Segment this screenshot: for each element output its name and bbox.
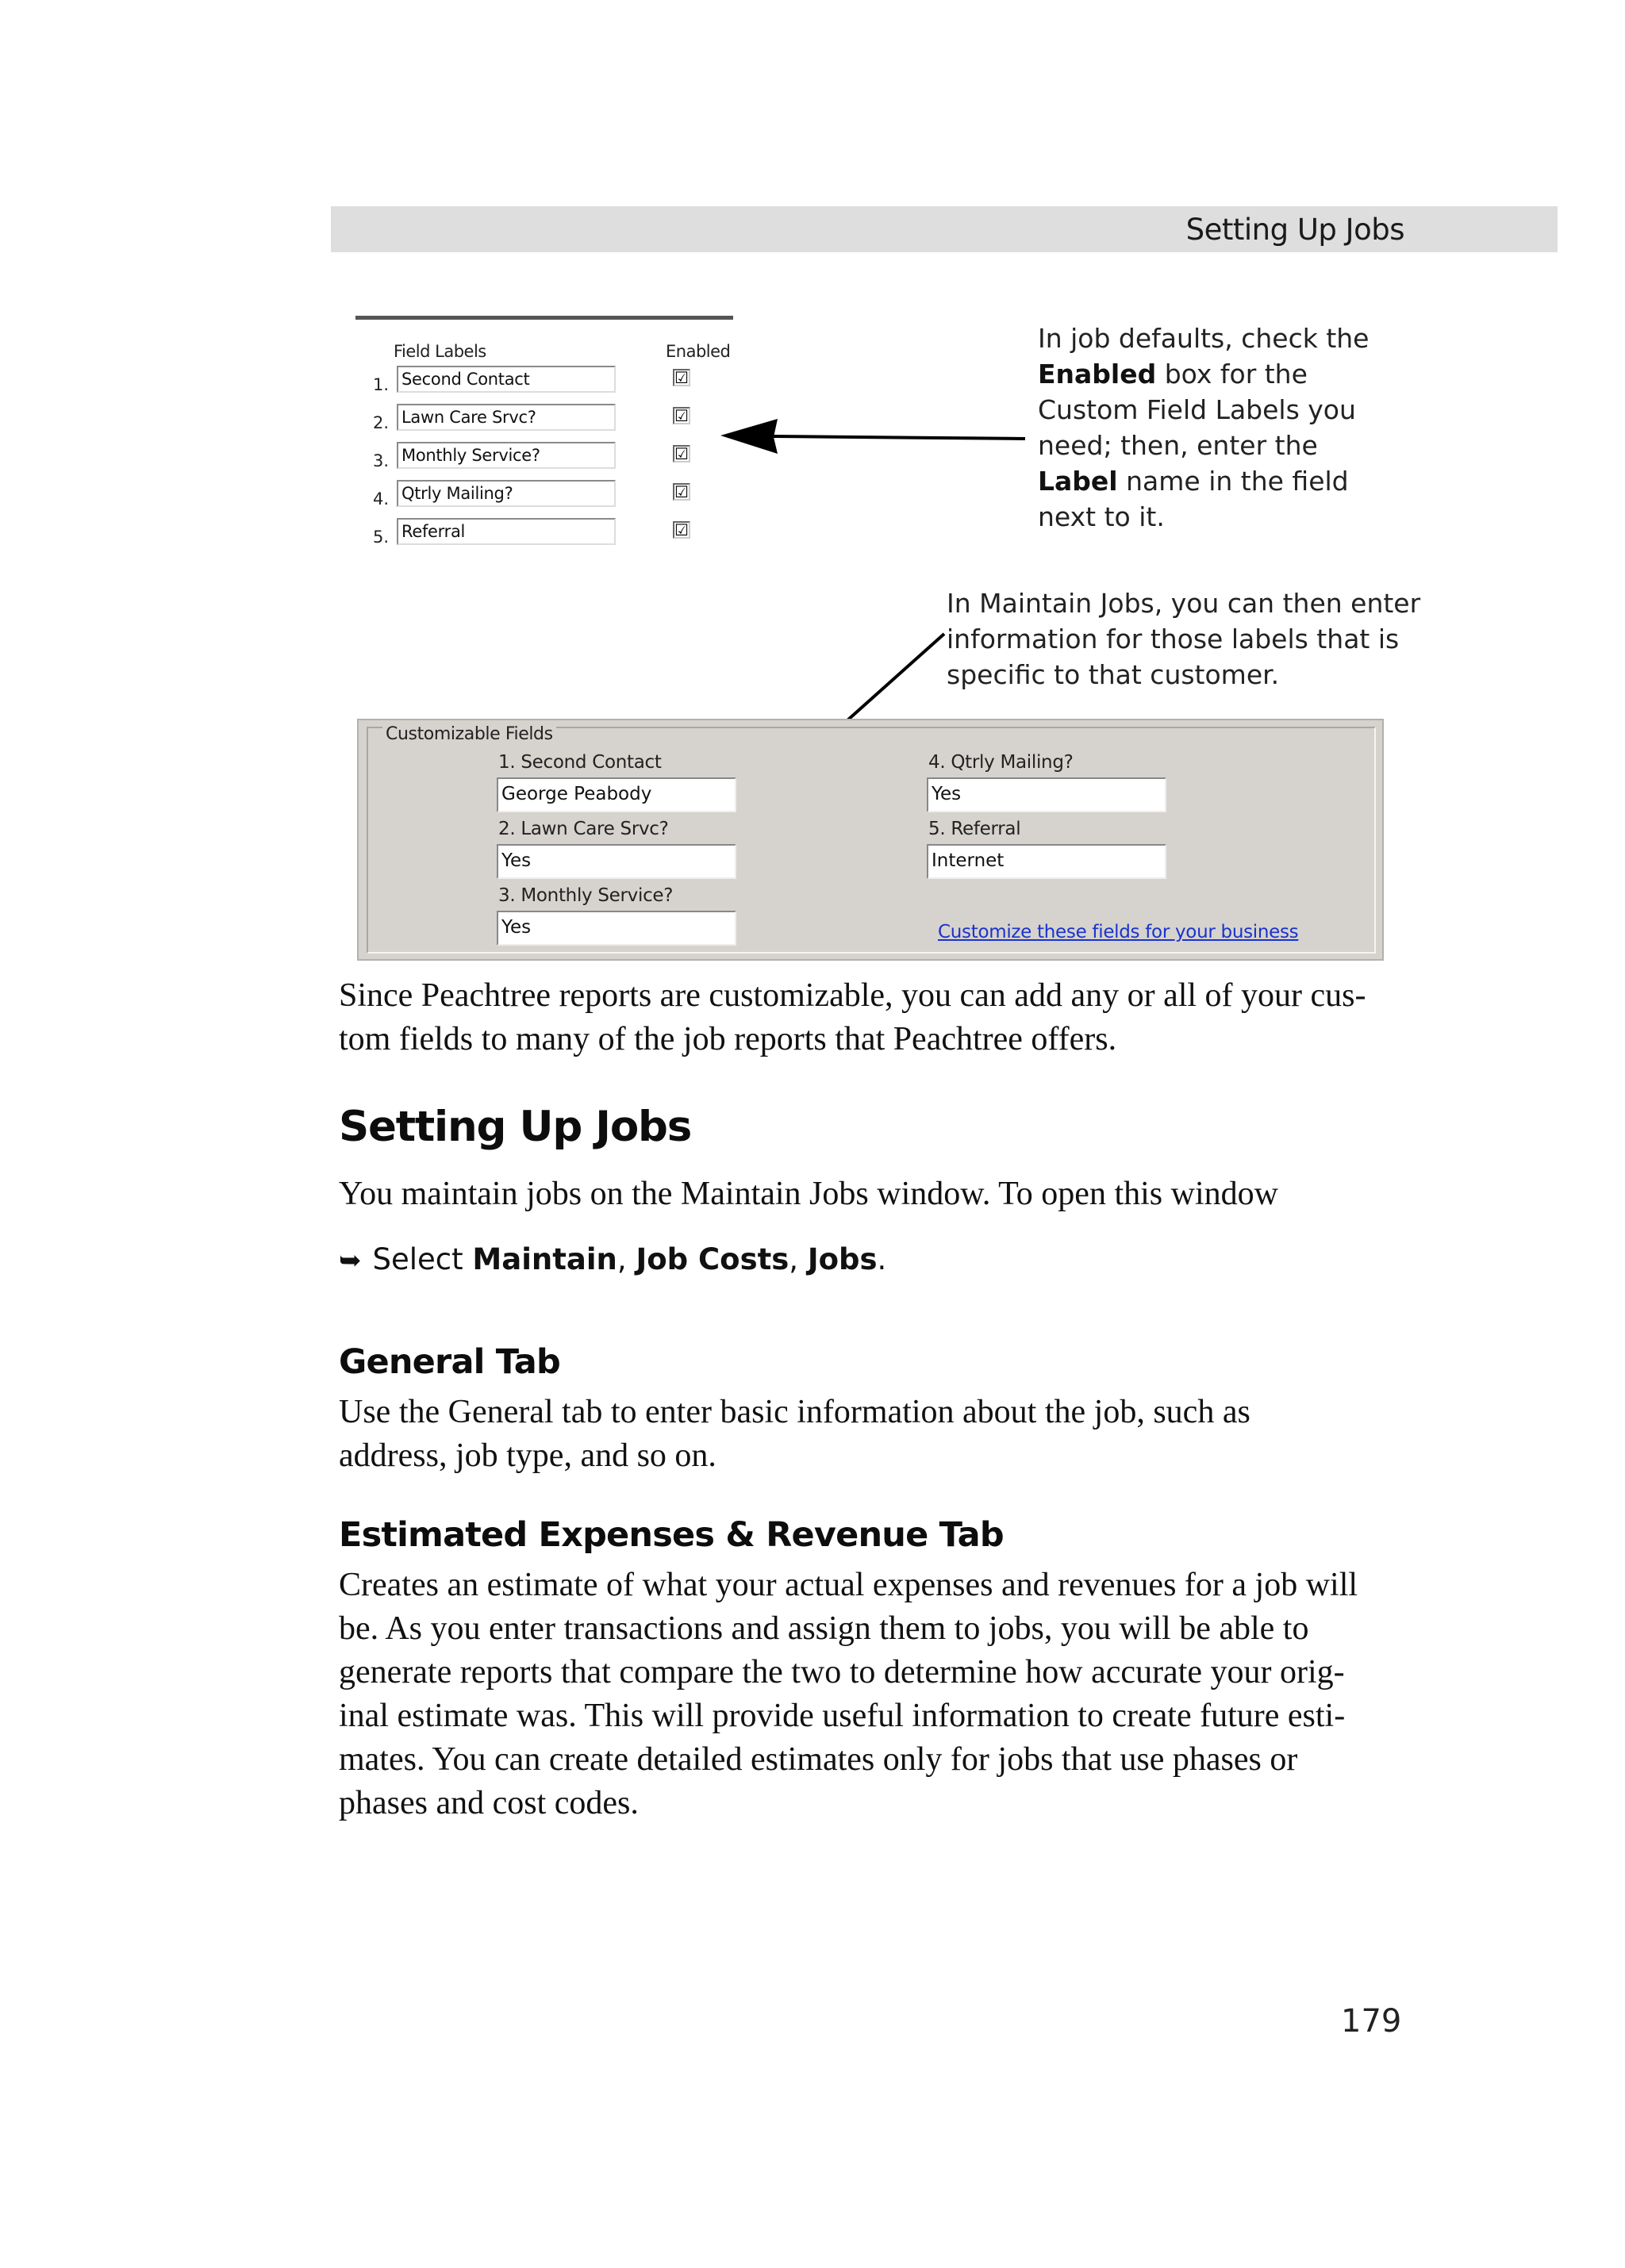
- custom-field-label: 1. Second Contact: [498, 752, 662, 773]
- enabled-checkbox[interactable]: ☑: [673, 369, 690, 386]
- customize-fields-link[interactable]: Customize these fields for your business: [938, 922, 1299, 942]
- field-label-number: 4.: [373, 489, 390, 508]
- custom-field-input[interactable]: Internet: [927, 844, 1166, 879]
- paragraph-line: phases and cost codes.: [339, 1785, 639, 1821]
- section-heading: Setting Up Jobs: [339, 1103, 692, 1151]
- procedure-step: [339, 1242, 886, 1276]
- field-label-input[interactable]: Monthly Service?: [397, 442, 616, 469]
- callout-text: box for the: [1156, 359, 1308, 390]
- enabled-checkbox[interactable]: ☑: [673, 521, 690, 539]
- callout-line: need; then, enter the: [1038, 430, 1318, 461]
- menu-jobs: Jobs: [807, 1242, 878, 1276]
- field-label-row: [355, 518, 733, 550]
- paragraph-line: Since Peachtree reports are customizable, you can add any or all of your cus-: [339, 977, 1366, 1014]
- step-text: Select: [372, 1242, 473, 1276]
- field-label-row: [355, 442, 733, 474]
- callout-bold: Enabled: [1038, 359, 1157, 390]
- custom-field-input[interactable]: Yes: [927, 777, 1166, 812]
- callout-job-defaults: [1038, 320, 1369, 535]
- paragraph-line: mates. You can create detailed estimates only for jobs that use phases or: [339, 1741, 1298, 1778]
- custom-field-label: 3. Monthly Service?: [498, 885, 674, 906]
- paragraph-line: address, job type, and so on.: [339, 1437, 716, 1474]
- field-label-input[interactable]: Referral: [397, 518, 616, 545]
- custom-field-label: 5. Referral: [928, 819, 1021, 839]
- field-label-row: [355, 480, 733, 512]
- running-header: [331, 206, 1558, 252]
- field-label-row: [355, 404, 733, 436]
- callout-line: next to it.: [1038, 501, 1165, 532]
- custom-field-label: 2. Lawn Care Srvc?: [498, 819, 669, 839]
- field-label-number: 2.: [373, 413, 390, 432]
- field-label-input[interactable]: Second Contact: [397, 366, 616, 393]
- enabled-header: Enabled: [666, 342, 731, 361]
- page-number: 179: [1341, 2003, 1402, 2040]
- field-label-input[interactable]: Qtrly Mailing?: [397, 480, 616, 507]
- subheading-estimated-tab: Estimated Expenses & Revenue Tab: [339, 1515, 1004, 1555]
- paragraph-maintain-jobs: You maintain jobs on the Maintain Jobs window. To open this window: [339, 1176, 1278, 1212]
- step-sep: ,: [617, 1242, 636, 1276]
- paragraph-line: generate reports that compare the two to determine how accurate your orig-: [339, 1654, 1345, 1690]
- step-sep: ,: [789, 1242, 808, 1276]
- paragraph-line: be. As you enter transactions and assign them to jobs, you will be able to: [339, 1610, 1309, 1647]
- custom-field-input[interactable]: Yes: [497, 844, 736, 879]
- field-labels-header: Field Labels: [394, 342, 486, 361]
- enabled-checkbox[interactable]: ☑: [673, 483, 690, 501]
- callout-line: specific to that customer.: [947, 659, 1280, 690]
- field-label-number: 5.: [373, 528, 390, 547]
- callout-maintain-jobs: [947, 585, 1420, 693]
- customizable-fields-panel: [357, 719, 1384, 961]
- custom-field-input[interactable]: George Peabody: [497, 777, 736, 812]
- paragraph-estimated-tab: [339, 1564, 1358, 1825]
- enabled-checkbox[interactable]: ☑: [673, 445, 690, 462]
- arrow-bullet-icon: ➥: [339, 1245, 362, 1276]
- menu-job-costs: Job Costs: [636, 1242, 789, 1276]
- paragraph-line: Creates an estimate of what your actual expenses and revenues for a job will: [339, 1567, 1358, 1603]
- paragraph-line: inal estimate was. This will provide useful information to create future esti-: [339, 1698, 1346, 1734]
- field-label-input[interactable]: Lawn Care Srvc?: [397, 404, 616, 431]
- callout-line: information for those labels that is: [947, 624, 1400, 654]
- callout-line: [1038, 463, 1369, 499]
- paragraph-general-tab: [339, 1391, 1250, 1478]
- custom-field-label: 4. Qtrly Mailing?: [928, 752, 1074, 773]
- enabled-checkbox[interactable]: ☑: [673, 407, 690, 424]
- callout-line: In job defaults, check the: [1038, 323, 1370, 354]
- paragraph-customizable-reports: [339, 974, 1366, 1061]
- callout-line: In Maintain Jobs, you can then enter: [947, 588, 1421, 619]
- callout-bold: Label: [1038, 466, 1118, 497]
- running-header-title: Setting Up Jobs: [1185, 213, 1404, 247]
- field-labels-screenshot: [355, 320, 733, 558]
- callout-line: Custom Field Labels you: [1038, 394, 1356, 425]
- customizable-fields-frame: [367, 724, 1376, 954]
- paragraph-line: tom fields to many of the job reports that Peachtree offers.: [339, 1021, 1117, 1057]
- subheading-general-tab: General Tab: [339, 1342, 560, 1382]
- field-label-number: 1.: [373, 375, 390, 394]
- step-period: .: [877, 1242, 887, 1276]
- callout-line: [1038, 356, 1369, 392]
- callout-text: name in the field: [1117, 466, 1349, 497]
- customizable-fields-legend: Customizable Fields: [382, 724, 556, 744]
- custom-field-input[interactable]: Yes: [497, 911, 736, 946]
- arrow-line-1: [774, 436, 1025, 439]
- menu-maintain: Maintain: [472, 1242, 617, 1276]
- paragraph-line: Use the General tab to enter basic information about the job, such as: [339, 1394, 1250, 1430]
- field-label-number: 3.: [373, 451, 390, 470]
- field-label-row: [355, 366, 733, 397]
